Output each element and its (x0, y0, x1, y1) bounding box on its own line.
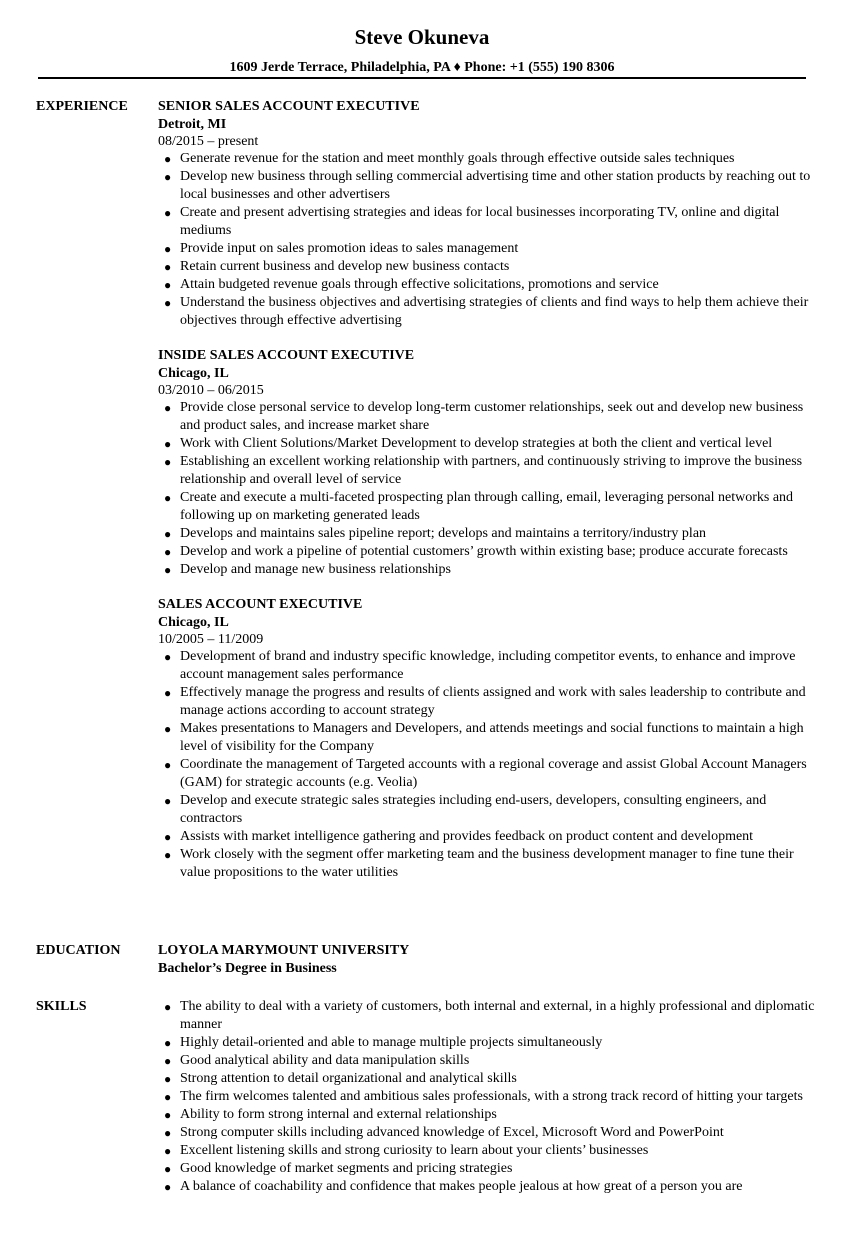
bullet-text: Attain budgeted revenue goals through effective solicitations, promotions and service (180, 277, 659, 292)
bullet-icon: ● (164, 758, 172, 772)
bullet-icon: ● (164, 722, 172, 736)
skill-item (158, 1142, 818, 1160)
bullet-text: Create and execute a multi-faceted prospecting plan through calling, email, leveraging personal networks and following up on marketing generated leads (180, 490, 794, 523)
job-title: SENIOR SALES ACCOUNT EXECUTIVE (158, 99, 420, 114)
contact-line: 1609 Jerde Terrace, Philadelphia, PA ♦ Phone: +1 (555) 190 8306 (229, 60, 615, 75)
bullet-icon: ● (164, 1126, 172, 1140)
skill-item (158, 1106, 818, 1124)
job-entry (158, 347, 818, 579)
job-location: Detroit, MI (158, 117, 227, 132)
bullet-text: Develop and execute strategic sales strategies including end-users, developers, consulting engineers, and contractors (180, 793, 767, 826)
bullet-icon: ● (164, 1072, 172, 1086)
skills-section (36, 998, 826, 1218)
bullet-item (158, 399, 818, 435)
job-dates: 03/2010 – 06/2015 (158, 383, 264, 398)
bullet-item (158, 204, 818, 240)
job-bullets (158, 648, 818, 882)
skill-item (158, 1070, 818, 1088)
bullet-icon: ● (164, 437, 172, 451)
bullet-item (158, 846, 818, 882)
education-section (36, 942, 826, 982)
bullet-text: Create and present advertising strategies and ideas for local businesses incorporating TV, online and digital mediums (180, 205, 780, 238)
skill-item (158, 1178, 818, 1196)
skills-list (158, 998, 818, 1196)
bullet-icon: ● (164, 527, 172, 541)
bullet-item (158, 561, 818, 579)
bullet-icon: ● (164, 848, 172, 862)
bullet-text: Retain current business and develop new business contacts (180, 259, 510, 274)
bullet-item (158, 648, 818, 684)
skill-item (158, 1160, 818, 1178)
header-divider (38, 77, 806, 79)
bullet-text: Coordinate the management of Targeted accounts with a regional coverage and assist Global Account Managers (GAM) for strategic accounts (e.g. Veolia) (180, 757, 807, 790)
bullet-text: Develop and manage new business relationships (180, 562, 451, 577)
bullet-text: Develops and maintains sales pipeline report; develops and maintains a territory/industry plan (180, 526, 707, 541)
education-label: EDUCATION (36, 943, 121, 958)
bullet-item (158, 543, 818, 561)
job-entry (158, 596, 818, 882)
bullet-text: Assists with market intelligence gathering and provides feedback on product content and development (180, 829, 754, 844)
skill-text: A balance of coachability and confidence that makes people jealous at how great of a person you are (180, 1179, 743, 1194)
school-name: LOYOLA MARYMOUNT UNIVERSITY (158, 943, 410, 958)
skill-text: The ability to deal with a variety of customers, both internal and external, in a highly professional and diplomatic manner (180, 999, 815, 1032)
bullet-icon: ● (164, 491, 172, 505)
bullet-item (158, 489, 818, 525)
job-title: INSIDE SALES ACCOUNT EXECUTIVE (158, 348, 415, 363)
bullet-icon: ● (164, 1144, 172, 1158)
bullet-text: Work with Client Solutions/Market Development to develop strategies at both the client and vertical level (180, 436, 773, 451)
bullet-icon: ● (164, 1090, 172, 1104)
job-bullets (158, 150, 818, 330)
bullet-icon: ● (164, 1180, 172, 1194)
bullet-icon: ● (164, 401, 172, 415)
bullet-item (158, 453, 818, 489)
bullet-icon: ● (164, 545, 172, 559)
bullet-icon: ● (164, 563, 172, 577)
bullet-text: Develop new business through selling commercial advertising time and other station products by reaching out to local businesses and other advertisers (180, 169, 811, 202)
bullet-icon: ● (164, 152, 172, 166)
bullet-icon: ● (164, 686, 172, 700)
bullet-item (158, 294, 818, 330)
bullet-text: Establishing an excellent working relationship with partners, and continuously striving to improve the business relationship and overall level of service (180, 454, 803, 487)
skill-text: Strong attention to detail organizational and analytical skills (180, 1071, 517, 1086)
bullet-icon: ● (164, 170, 172, 184)
bullet-item (158, 258, 818, 276)
bullet-item (158, 240, 818, 258)
bullet-item (158, 276, 818, 294)
bullet-text: Understand the business objectives and advertising strategies of clients and find ways to help them achieve their objectives through effective advertising (180, 295, 809, 328)
skill-text: Good analytical ability and data manipulation skills (180, 1053, 470, 1068)
bullet-icon: ● (164, 1162, 172, 1176)
bullet-icon: ● (164, 1108, 172, 1122)
bullet-item (158, 435, 818, 453)
skill-item (158, 1052, 818, 1070)
skills-label: SKILLS (36, 999, 87, 1014)
bullet-item (158, 792, 818, 828)
bullet-text: Provide close personal service to develop long-term customer relationships, seek out and develop new business and product sales, and increase market share (180, 400, 804, 433)
bullet-text: Development of brand and industry specific knowledge, including competitor events, to enhance and improve account management sales performance (180, 649, 796, 682)
bullet-item (158, 525, 818, 543)
skills-body (158, 998, 818, 1196)
bullet-item (158, 684, 818, 720)
skill-text: Good knowledge of market segments and pricing strategies (180, 1161, 513, 1176)
skill-item (158, 1124, 818, 1142)
bullet-item (158, 756, 818, 792)
job-dates: 10/2005 – 11/2009 (158, 632, 264, 647)
job-location: Chicago, IL (158, 366, 229, 381)
skill-text: Highly detail-oriented and able to manage multiple projects simultaneously (180, 1035, 603, 1050)
bullet-icon: ● (164, 830, 172, 844)
bullet-item (158, 828, 818, 846)
bullet-icon: ● (164, 260, 172, 274)
bullet-icon: ● (164, 1000, 172, 1014)
degree-name: Bachelor’s Degree in Business (158, 961, 337, 976)
skill-item (158, 1034, 818, 1052)
job-entry (158, 98, 818, 330)
bullet-icon: ● (164, 206, 172, 220)
bullet-icon: ● (164, 296, 172, 310)
bullet-text: Provide input on sales promotion ideas to sales management (180, 241, 519, 256)
bullet-icon: ● (164, 242, 172, 256)
bullet-item (158, 150, 818, 168)
bullet-item (158, 168, 818, 204)
skill-text: The firm welcomes talented and ambitious sales professionals, with a strong track record of hitting your targets (180, 1089, 803, 1104)
bullet-text: Generate revenue for the station and meet monthly goals through effective outside sales techniques (180, 151, 735, 166)
bullet-icon: ● (164, 455, 172, 469)
experience-section (36, 98, 826, 918)
job-dates: 08/2015 – present (158, 134, 259, 149)
bullet-text: Effectively manage the progress and results of clients assigned and work with sales leadership to contribute and manage actions according to account strategy (180, 685, 806, 718)
skill-text: Excellent listening skills and strong curiosity to learn about your clients’ businesses (180, 1143, 649, 1158)
bullet-icon: ● (164, 278, 172, 292)
job-title: SALES ACCOUNT EXECUTIVE (158, 597, 363, 612)
job-location: Chicago, IL (158, 615, 229, 630)
bullet-text: Develop and work a pipeline of potential customers’ growth within existing base; produce accurate forecasts (180, 544, 788, 559)
education-body (158, 942, 818, 978)
bullet-icon: ● (164, 650, 172, 664)
candidate-name: Steve Okuneva (354, 25, 490, 49)
skill-item (158, 1088, 818, 1106)
skill-text: Ability to form strong internal and external relationships (180, 1107, 497, 1122)
bullet-text: Work closely with the segment offer marketing team and the business development manager to fine tune their value propositions to the water utilities (180, 847, 794, 880)
experience-label: EXPERIENCE (36, 99, 128, 114)
bullet-icon: ● (164, 1036, 172, 1050)
bullet-item (158, 720, 818, 756)
skill-text: Strong computer skills including advanced knowledge of Excel, Microsoft Word and PowerPoint (180, 1125, 724, 1140)
skill-item (158, 998, 818, 1034)
job-bullets (158, 399, 818, 579)
bullet-icon: ● (164, 794, 172, 808)
experience-body (158, 98, 818, 882)
bullet-icon: ● (164, 1054, 172, 1068)
bullet-text: Makes presentations to Managers and Developers, and attends meetings and social functions to maintain a high level of visibility for the Company (180, 721, 804, 754)
